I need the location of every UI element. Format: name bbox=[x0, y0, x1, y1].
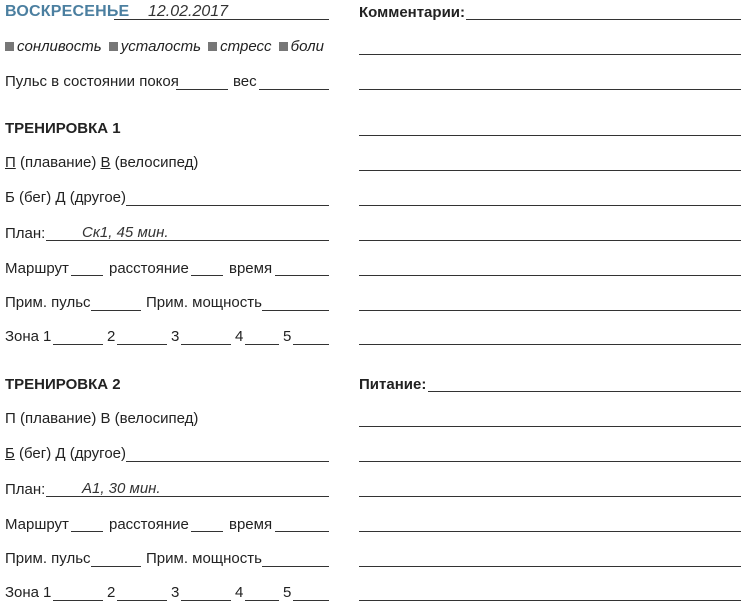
workout-1-title: ТРЕНИРОВКА 1 bbox=[5, 120, 121, 137]
symptom-checkbox-3[interactable] bbox=[208, 42, 217, 51]
workout-2-time-label: время bbox=[229, 516, 273, 533]
bike-option[interactable]: В bbox=[100, 154, 111, 171]
zone-number: 2 bbox=[107, 584, 116, 601]
zone-field[interactable] bbox=[245, 600, 279, 601]
symptom-label: боли bbox=[290, 38, 324, 55]
zone-number: 4 bbox=[235, 328, 244, 345]
workout-1-route-label: Маршрут bbox=[5, 260, 69, 277]
workout-1-other-field[interactable] bbox=[126, 205, 329, 206]
comments-line-7[interactable] bbox=[359, 240, 741, 241]
symptom-checkbox-2[interactable] bbox=[109, 42, 118, 51]
workout-1-pulse-label: Прим. пульс bbox=[5, 294, 91, 311]
zone-number: 1 bbox=[43, 584, 52, 601]
zone-field[interactable] bbox=[293, 600, 329, 601]
weight-field[interactable] bbox=[259, 89, 329, 90]
symptom-label: усталость bbox=[120, 38, 201, 55]
symptom-label: сонливость bbox=[17, 38, 102, 55]
workout-2-route-label: Маршрут bbox=[5, 516, 69, 533]
run-label: (бег) bbox=[19, 445, 52, 462]
swim-option[interactable]: П bbox=[5, 154, 16, 171]
comments-line-3[interactable] bbox=[359, 89, 741, 90]
workout-2-distance-label: расстояние bbox=[109, 516, 189, 533]
symptom-checkbox-4[interactable] bbox=[279, 42, 288, 51]
workout-2-route-field[interactable] bbox=[71, 531, 103, 532]
workout-1-power-field[interactable] bbox=[262, 310, 329, 311]
workout-2-type-row-2 bbox=[5, 445, 126, 462]
workout-2-type-row-1 bbox=[5, 410, 198, 427]
run-option[interactable]: Б bbox=[5, 189, 15, 206]
symptoms-row bbox=[5, 38, 324, 55]
resting-pulse-field[interactable] bbox=[176, 89, 228, 90]
workout-1-time-label: время bbox=[229, 260, 273, 277]
run-option[interactable]: Б bbox=[5, 445, 15, 462]
workout-1-plan-value[interactable]: Ск1, 45 мин. bbox=[82, 224, 169, 241]
comments-line-1[interactable] bbox=[466, 19, 741, 20]
zone-number: 2 bbox=[107, 328, 116, 345]
nutrition-line-4[interactable] bbox=[359, 496, 741, 497]
comments-label: Комментарии: bbox=[359, 4, 466, 21]
zone-field[interactable] bbox=[181, 600, 231, 601]
comments-line-10[interactable] bbox=[359, 344, 741, 345]
other-label: (другое) bbox=[69, 189, 127, 206]
workout-1-pulse-field[interactable] bbox=[91, 310, 141, 311]
workout-1-plan-label: План: bbox=[5, 225, 46, 242]
other-option[interactable]: Д bbox=[55, 445, 66, 462]
workout-1-type-row-1 bbox=[5, 154, 198, 171]
workout-2-distance-field[interactable] bbox=[191, 531, 223, 532]
workout-2-title: ТРЕНИРОВКА 2 bbox=[5, 376, 121, 393]
workout-1-distance-field[interactable] bbox=[191, 275, 223, 276]
workout-1-zone-label: Зона bbox=[5, 328, 40, 345]
symptom-checkbox-1[interactable] bbox=[5, 42, 14, 51]
zone-number: 3 bbox=[171, 584, 180, 601]
bike-option[interactable]: В bbox=[100, 410, 111, 427]
comments-line-5[interactable] bbox=[359, 170, 741, 171]
other-option[interactable]: Д bbox=[55, 189, 66, 206]
zone-number: 5 bbox=[283, 584, 292, 601]
zone-number: 3 bbox=[171, 328, 180, 345]
other-label: (другое) bbox=[69, 445, 127, 462]
day-name: ВОСКРЕСЕНЬЕ bbox=[5, 3, 130, 20]
nutrition-line-1[interactable] bbox=[428, 391, 741, 392]
nutrition-line-6[interactable] bbox=[359, 566, 741, 567]
zone-field[interactable] bbox=[293, 344, 329, 345]
workout-1-power-label: Прим. мощность bbox=[146, 294, 262, 311]
weight-label: вес bbox=[233, 73, 257, 90]
workout-2-plan-label: План: bbox=[5, 481, 46, 498]
swim-label: (плавание) bbox=[19, 410, 97, 427]
comments-line-6[interactable] bbox=[359, 205, 741, 206]
zone-field[interactable] bbox=[117, 600, 167, 601]
workout-1-route-field[interactable] bbox=[71, 275, 103, 276]
comments-line-2[interactable] bbox=[359, 54, 741, 55]
workout-1-type-row-2 bbox=[5, 189, 126, 206]
run-label: (бег) bbox=[19, 189, 52, 206]
zone-number: 5 bbox=[283, 328, 292, 345]
workout-2-power-label: Прим. мощность bbox=[146, 550, 262, 567]
nutrition-label: Питание: bbox=[359, 376, 427, 393]
workout-2-plan-value[interactable]: А1, 30 мин. bbox=[82, 480, 161, 497]
symptom-label: стресс bbox=[220, 38, 272, 55]
nutrition-line-3[interactable] bbox=[359, 461, 741, 462]
workout-2-power-field[interactable] bbox=[262, 566, 329, 567]
zone-number: 1 bbox=[43, 328, 52, 345]
zone-number: 4 bbox=[235, 584, 244, 601]
comments-line-9[interactable] bbox=[359, 310, 741, 311]
zone-field[interactable] bbox=[181, 344, 231, 345]
date-value[interactable]: 12.02.2017 bbox=[148, 3, 229, 20]
bike-label: (велосипед) bbox=[114, 154, 199, 171]
swim-label: (плавание) bbox=[19, 154, 97, 171]
workout-2-time-field[interactable] bbox=[275, 531, 329, 532]
zone-field[interactable] bbox=[245, 344, 279, 345]
nutrition-line-5[interactable] bbox=[359, 531, 741, 532]
nutrition-line-7[interactable] bbox=[359, 600, 741, 601]
workout-2-zone-label: Зона bbox=[5, 584, 40, 601]
zone-field[interactable] bbox=[53, 600, 103, 601]
workout-2-other-field[interactable] bbox=[126, 461, 329, 462]
comments-line-8[interactable] bbox=[359, 275, 741, 276]
nutrition-line-2[interactable] bbox=[359, 426, 741, 427]
resting-pulse-label: Пульс в состоянии покоя bbox=[5, 73, 179, 90]
workout-1-time-field[interactable] bbox=[275, 275, 329, 276]
comments-line-4[interactable] bbox=[359, 135, 741, 136]
zone-field[interactable] bbox=[53, 344, 103, 345]
workout-2-pulse-label: Прим. пульс bbox=[5, 550, 91, 567]
zone-field[interactable] bbox=[117, 344, 167, 345]
workout-1-distance-label: расстояние bbox=[109, 260, 189, 277]
bike-label: (велосипед) bbox=[114, 410, 199, 427]
swim-option[interactable]: П bbox=[5, 410, 16, 427]
workout-2-pulse-field[interactable] bbox=[91, 566, 141, 567]
